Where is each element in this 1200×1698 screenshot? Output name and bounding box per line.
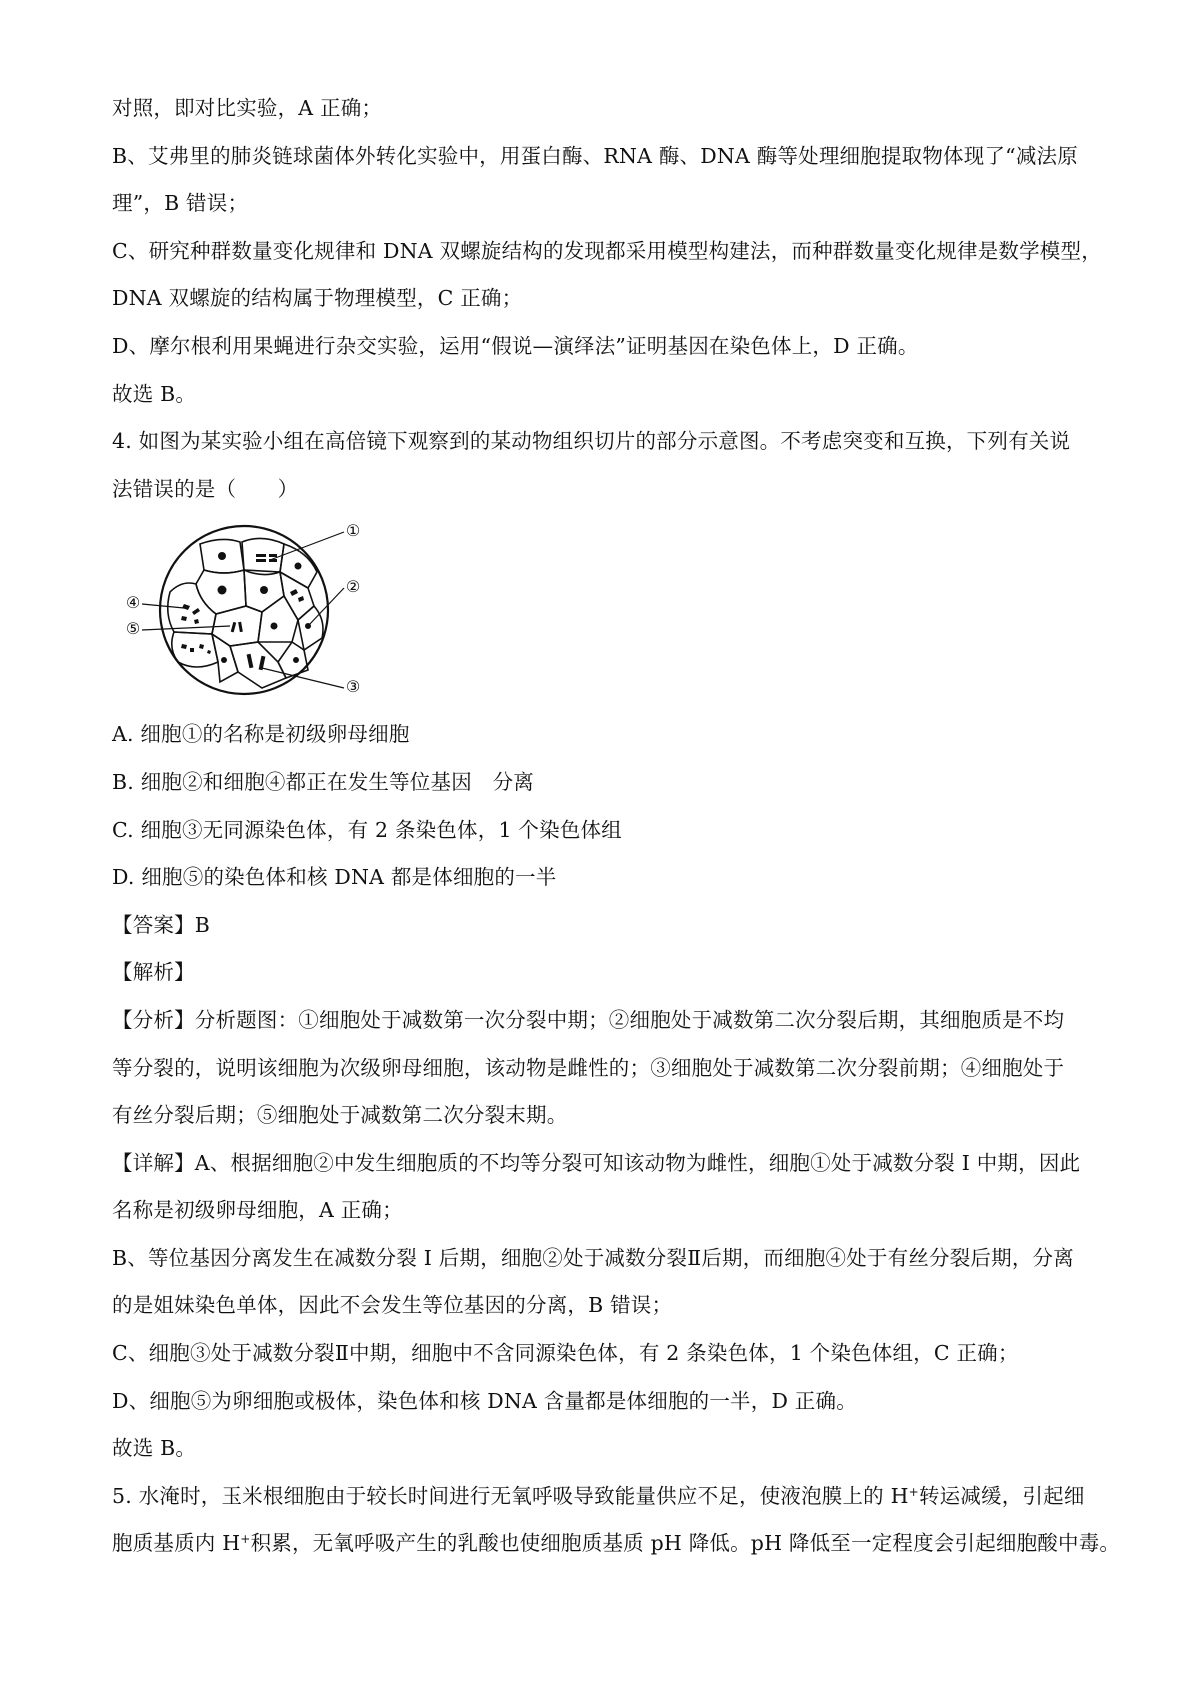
label-4: ④: [125, 593, 141, 613]
q4-option-d: D. 细胞⑤的染色体和核 DNA 都是体细胞的一半: [112, 865, 557, 890]
q4-analysis-line-2: 等分裂的，说明该细胞为次级卵母细胞，该动物是雌性的；③细胞处于减数第二次分裂前期；④细胞处于: [112, 1055, 1065, 1080]
q3-explanation-line-6: D、摩尔根利用果蝇进行杂交实验，运用“假说—演绎法”证明基因在染色体上，D 正确。: [112, 333, 919, 358]
q3-explanation-line-5: DNA 双螺旋的结构属于物理模型，C 正确；: [112, 286, 523, 311]
q4-detail-line-5: C、细胞③处于减数分裂Ⅱ中期，细胞中不含同源染色体，有 2 条染色体，1 个染色体组，C 正确；: [112, 1341, 1019, 1366]
q4-stem-line-1: 4. 如图为某实验小组在高倍镜下观察到的某动物组织切片的部分示意图。不考虑突变和互换，下列有关说: [112, 429, 1071, 454]
q4-detail-line-2: 名称是初级卵母细胞，A 正确；: [112, 1198, 403, 1223]
q3-explanation-line-4: C、研究种群数量变化规律和 DNA 双螺旋结构的发现都采用模型构建法，而种群数量变化规律是数学模型，: [112, 238, 1102, 263]
cell-section-diagram: [112, 522, 372, 708]
q4-detail-line-3: B、等位基因分离发生在减数分裂 I 后期，细胞②处于减数分裂Ⅱ后期，而细胞④处于有丝分裂后期，分离: [112, 1245, 1074, 1270]
q4-analysis-line-3: 有丝分裂后期；⑤细胞处于减数第二次分裂末期。: [112, 1103, 568, 1128]
q3-explanation-line-1: 对照，即对比实验，A 正确；: [112, 96, 383, 120]
label-1: ①: [345, 522, 361, 541]
q4-conclusion: 故选 B。: [112, 1436, 197, 1461]
q4-option-c: C. 细胞③无同源染色体，有 2 条染色体，1 个染色体组: [112, 817, 622, 842]
q5-stem-line-2: 胞质基质内 H+积累，无氧呼吸产生的乳酸也使细胞质基质 pH 降低。pH 降低至一定程度会引起细胞酸中毒。: [112, 1531, 1121, 1556]
cell-section-figure: [112, 522, 372, 708]
q4-answer: 【答案】B: [112, 912, 211, 937]
label-5: ⑤: [125, 619, 141, 639]
cell-outlines: [168, 539, 323, 689]
q4-detail-line-6: D、细胞⑤为卵细胞或极体，染色体和核 DNA 含量都是体细胞的一半，D 正确。: [112, 1388, 857, 1413]
q3-explanation-line-3: 理”，B 错误；: [112, 191, 249, 216]
q4-analysis-line-1: 【分析】分析题图：①细胞处于减数第一次分裂中期；②细胞处于减数第二次分裂后期，其细胞质是不均: [112, 1007, 1065, 1032]
q4-analysis-heading: 【解析】: [112, 960, 195, 985]
q4-detail-line-1: 【详解】A、根据细胞②中发生细胞质的不均等分裂可知该动物为雌性，细胞①处于减数分裂 I 中期，因此: [112, 1150, 1081, 1175]
q4-detail-line-4: 的是姐妹染色单体，因此不会发生等位基因的分离，B 错误；: [112, 1293, 673, 1318]
q3-explanation-line-2: B、艾弗里的肺炎链球菌体外转化实验中，用蛋白酶、RNA 酶、DNA 酶等处理细胞提取物体现了“减法原: [112, 143, 1078, 168]
q4-option-a: A. 细胞①的名称是初级卵母细胞: [112, 722, 410, 747]
label-3: ③: [345, 677, 361, 697]
label-2: ②: [345, 577, 361, 597]
q4-stem-line-2: 法错误的是（ ）: [112, 476, 299, 501]
q3-conclusion: 故选 B。: [112, 381, 197, 406]
q5-stem-line-1: 5. 水淹时，玉米根细胞由于较长时间进行无氧呼吸导致能量供应不足，使液泡膜上的 H+转运减缓，引起细: [112, 1483, 1085, 1508]
q4-option-b: B. 细胞②和细胞④都正在发生等位基因 分离: [112, 769, 534, 794]
document-page: [112, 92, 1121, 1575]
